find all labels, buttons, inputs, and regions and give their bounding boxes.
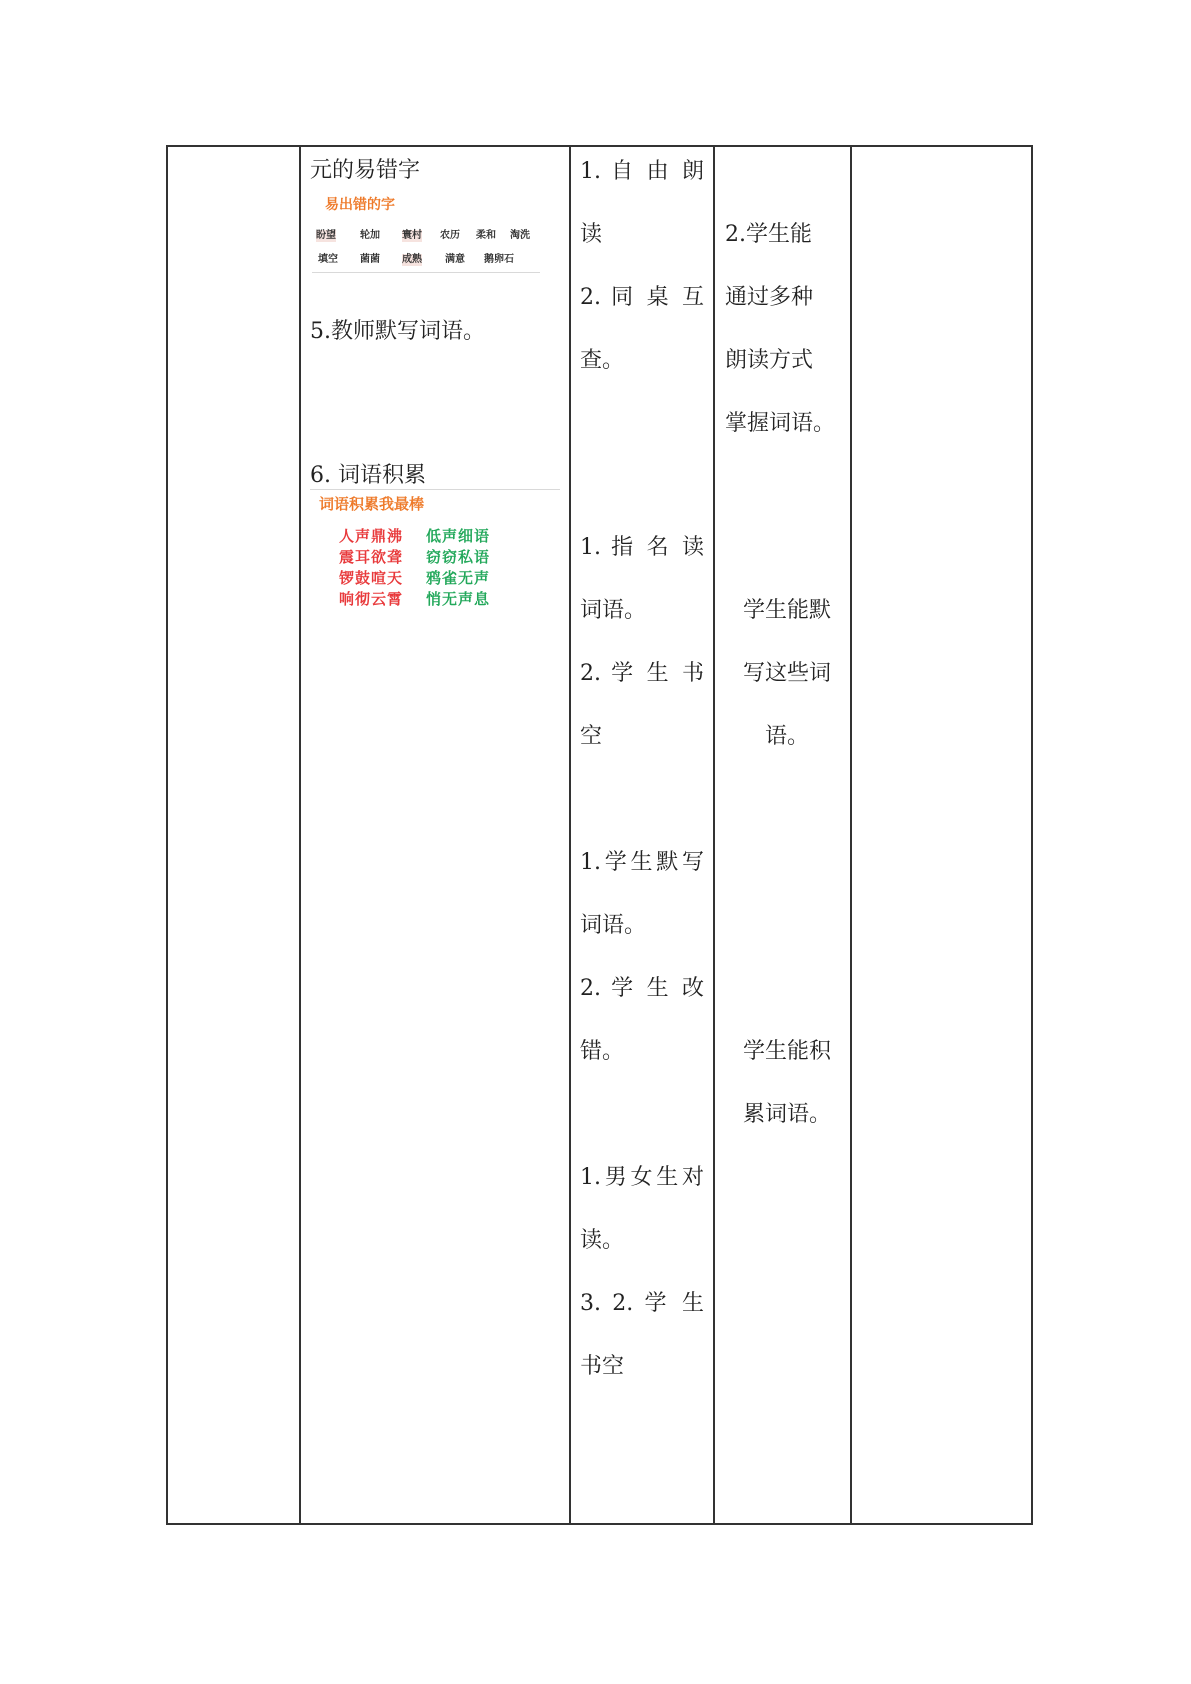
- activity-line: 书空: [580, 1354, 625, 1379]
- activity-line: 词语。: [580, 913, 647, 938]
- goal-line: 语。: [764, 724, 809, 749]
- activity-line: 2. 同 桌 互: [580, 285, 704, 310]
- slide-word: 柔和: [476, 230, 496, 241]
- activity-line: 2. 学 生 改: [580, 976, 704, 1001]
- activity-line: 读。: [580, 1228, 625, 1253]
- slide-word: 满意: [445, 254, 465, 265]
- slide-word: 菌菌: [360, 254, 380, 265]
- step6-text: 6. 词语积累: [310, 463, 426, 488]
- slide-word: 鹅卵石: [484, 254, 514, 265]
- accumulation-word-red: 人声鼎沸: [339, 527, 404, 545]
- activity-line: 1. 指 名 读: [580, 535, 704, 560]
- goal-line: 掌握词语。: [725, 411, 836, 436]
- goal-line: 学生能积: [742, 1039, 831, 1064]
- accumulation-word-red: 震耳欲聋: [339, 548, 404, 566]
- slide-word: 农历: [440, 230, 460, 241]
- goal-line: 2.学生能: [725, 222, 812, 247]
- goal-line: 通过多种: [725, 285, 814, 310]
- slide-word: 盼望: [316, 230, 336, 241]
- activity-line: 1.男女生对: [580, 1165, 704, 1190]
- goal-line: 写这些词: [742, 661, 831, 686]
- slide-title: 词语积累我最棒: [319, 495, 425, 513]
- slide-word: 填空: [318, 254, 338, 265]
- slide-divider: [310, 489, 560, 490]
- goal-line: 朗读方式: [725, 348, 814, 373]
- slide-word: 淘洗: [510, 230, 530, 241]
- goal-line: 累词语。: [742, 1102, 831, 1127]
- accumulation-word-green: 窃窃私语: [426, 548, 491, 566]
- slide-word: 轮加: [360, 230, 380, 241]
- activity-line: 3. 2. 学 生: [580, 1291, 704, 1316]
- mistake-words-slide: [312, 196, 542, 274]
- activity-line: 2. 学 生 书: [580, 661, 704, 686]
- slide-word: 寰村: [402, 230, 422, 241]
- activity-line: 词语。: [580, 598, 647, 623]
- activity-line: 读: [580, 222, 603, 247]
- slide-title: 易出错的字: [325, 197, 395, 213]
- column-divider: [569, 145, 571, 1525]
- activity-line: 查。: [580, 348, 625, 373]
- activity-line: 空: [580, 724, 603, 749]
- column-divider: [299, 145, 301, 1525]
- activity-line: 错。: [580, 1039, 625, 1064]
- word-accumulation-slide: [312, 492, 542, 612]
- content-intro-text: 元的易错字: [310, 158, 421, 183]
- column-divider: [850, 145, 852, 1525]
- slide-word: 成熟: [402, 254, 422, 265]
- goal-line: 学生能默: [742, 598, 831, 623]
- accumulation-word-green: 悄无声息: [426, 590, 491, 608]
- activity-line: 1.学生默写: [580, 850, 704, 875]
- accumulation-word-red: 响彻云霄: [339, 590, 404, 608]
- accumulation-word-green: 低声细语: [426, 527, 491, 545]
- accumulation-word-green: 鸦雀无声: [426, 569, 491, 587]
- accumulation-word-red: 锣鼓喧天: [339, 569, 404, 587]
- column-divider: [713, 145, 715, 1525]
- activity-line: 1. 自 由 朗: [580, 159, 704, 184]
- slide-divider: [312, 272, 540, 273]
- step5-text: 5.教师默写词语。: [310, 319, 485, 344]
